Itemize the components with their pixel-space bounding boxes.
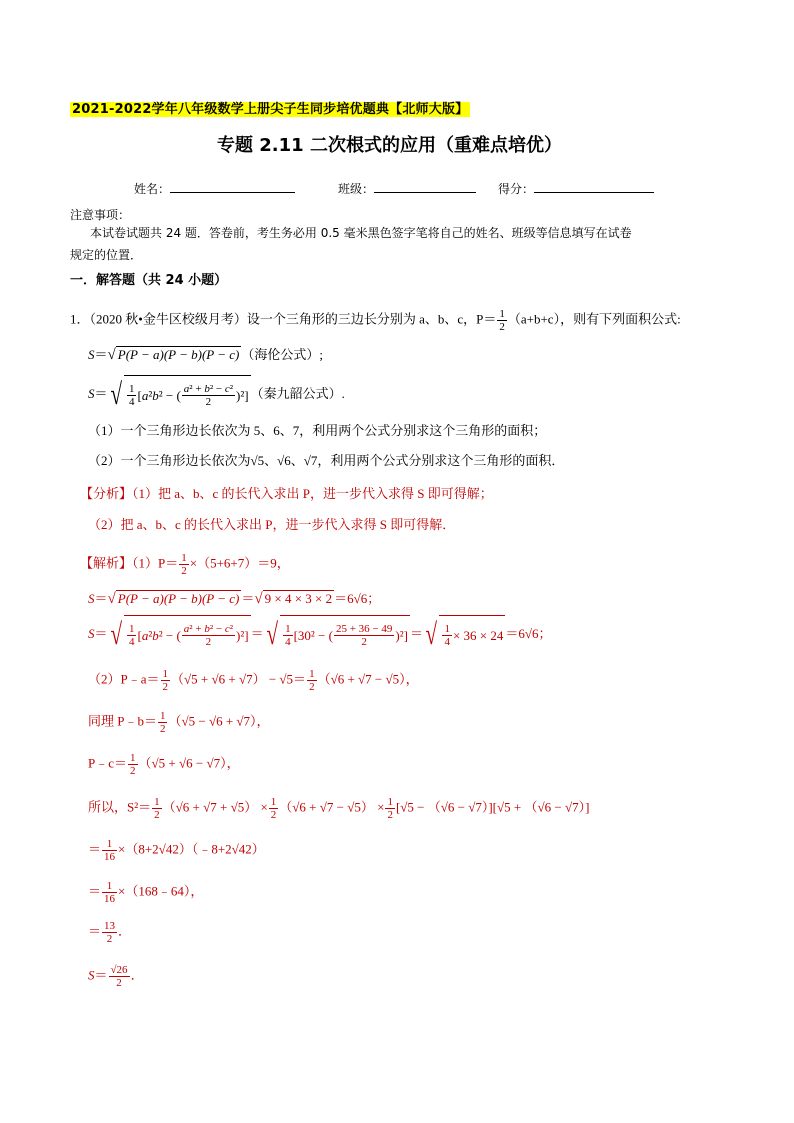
score-field[interactable] — [498, 178, 654, 198]
header-banner — [70, 100, 470, 119]
class-field[interactable] — [338, 178, 476, 198]
half-fraction: $\frac{1}{2}$ — [499, 308, 505, 333]
notice-line1: 本试卷试题共 24 题．答卷前，考生务必用 0.5 毫米黑色签字笔将自己的姓名、班级等信息填写在试卷 — [90, 226, 632, 240]
question-1-stem — [70, 308, 681, 333]
question-part-2: （2）一个三角形边长依次为√5、√6、√7，利用两个公式分别求这个三角形的面积． — [88, 453, 565, 468]
score-label: 得分： — [498, 182, 535, 196]
name-field[interactable] — [134, 178, 295, 198]
notice-line2: 规定的位置． — [70, 248, 143, 262]
name-label: 姓名： — [134, 182, 171, 196]
class-blank[interactable] — [374, 178, 476, 193]
solution-final: S＝ $\frac{√26}{2}$ ． — [88, 964, 144, 989]
solution-heron-calc: S＝√ P(P − a)(P − b)(P − c) ＝√ 9 × 4 × 3 × 2 ＝6√6； — [88, 591, 381, 607]
question-stem-b: （a+b+c），则有下列面积公式: — [507, 311, 681, 327]
score-blank[interactable] — [534, 178, 654, 193]
solution-p-minus-b: 同理 P﹣b＝ $\frac{1}{2}$ （√5 − √6 + √7）， — [88, 710, 270, 735]
solution-p-minus-a: （2）P﹣a＝ $\frac{1}{2}$ （√5 + √6 + √7） − √5＝ $\frac{1}{2}$ （√6 + √7 − √5）， — [88, 668, 419, 693]
notice-heading: 注意事项： — [70, 208, 131, 222]
heron-note: （海伦公式）; — [241, 347, 323, 362]
page-title: 专题 2.11 二次根式的应用（重难点培优） — [217, 135, 562, 156]
solution-s-squared: 所以，S²＝ $\frac{1}{2}$ （√6 + √7 + √5） × $\frac{1}{2}$ （√6 + √7 − √5） × $\frac{1}{2}$ [√5 − （√6 − √7）][√5 + （√6 − √7）] — [88, 796, 590, 821]
question-number: 1． — [70, 311, 90, 327]
name-blank[interactable] — [170, 178, 295, 193]
solution-p-minus-c: P﹣c＝ $\frac{1}{2}$ （√5 + √6 − √7）， — [88, 752, 240, 777]
question-source: （2020 秋•金牛区校级月考） — [89, 311, 247, 327]
analysis-tag: 【分析】 — [80, 486, 133, 501]
class-label: 班级： — [338, 182, 375, 196]
section-heading: 一．解答题（共 24 小题） — [70, 273, 228, 288]
qin-formula: S＝ √ $\frac{1}{4}$ [ a ² b ² − ( $\frac{\text{a² + b² − c²}}{2}$ )²] （秦九韶公式）. — [88, 374, 345, 416]
analysis-line-1: 【分析】（1）把 a、b、c 的长代入求出 P，进一步代入求得 S 即可得解； — [80, 486, 493, 501]
question-stem-a: 设一个三角形的三边长分别为 a、b、c，P＝ — [246, 311, 497, 327]
solution-step-1: 【解析】（1）P＝ $\frac{1}{2}$ ×（5+6+7）＝9， — [80, 552, 290, 577]
solution-eq-2: ＝ $\frac{1}{16}$ ×（168﹣64）， — [88, 880, 204, 905]
solution-eq-1: ＝ $\frac{1}{16}$ ×（8+2√42）（﹣8+2√42） — [88, 838, 265, 863]
question-part-1: （1）一个三角形边长依次为 5、6、7，利用两个公式分别求这个三角形的面积； — [88, 423, 547, 438]
analysis-line-2: （2）把 a、b、c 的长代入求出 P，进一步代入求得 S 即可得解． — [88, 517, 456, 532]
heron-formula: S＝√ P(P − a)(P − b)(P − c) （海伦公式）; — [88, 347, 323, 363]
qin-note: （秦九韶公式）. — [250, 386, 345, 401]
banner-text: 2021-2022学年八年级数学上册尖子生同步培优题典【北师大版】 — [72, 102, 469, 117]
solution-qin-calc: S＝ √ $\frac{1}{4}$ [ a ² b ² − ( $\frac{\text{a² + b² − c²}}{2}$ )²] ＝ √ $\frac{1}{4}$ [30² − ( $\frac{25 + 36 - 49}{2}$ )²] ＝ √ $\frac{1}{4}$ × 36 × 24 ＝6√6； — [88, 614, 552, 656]
solution-tag: 【解析】 — [80, 555, 133, 571]
solution-eq-3: ＝ $\frac{13}{2}$ ． — [88, 920, 132, 945]
